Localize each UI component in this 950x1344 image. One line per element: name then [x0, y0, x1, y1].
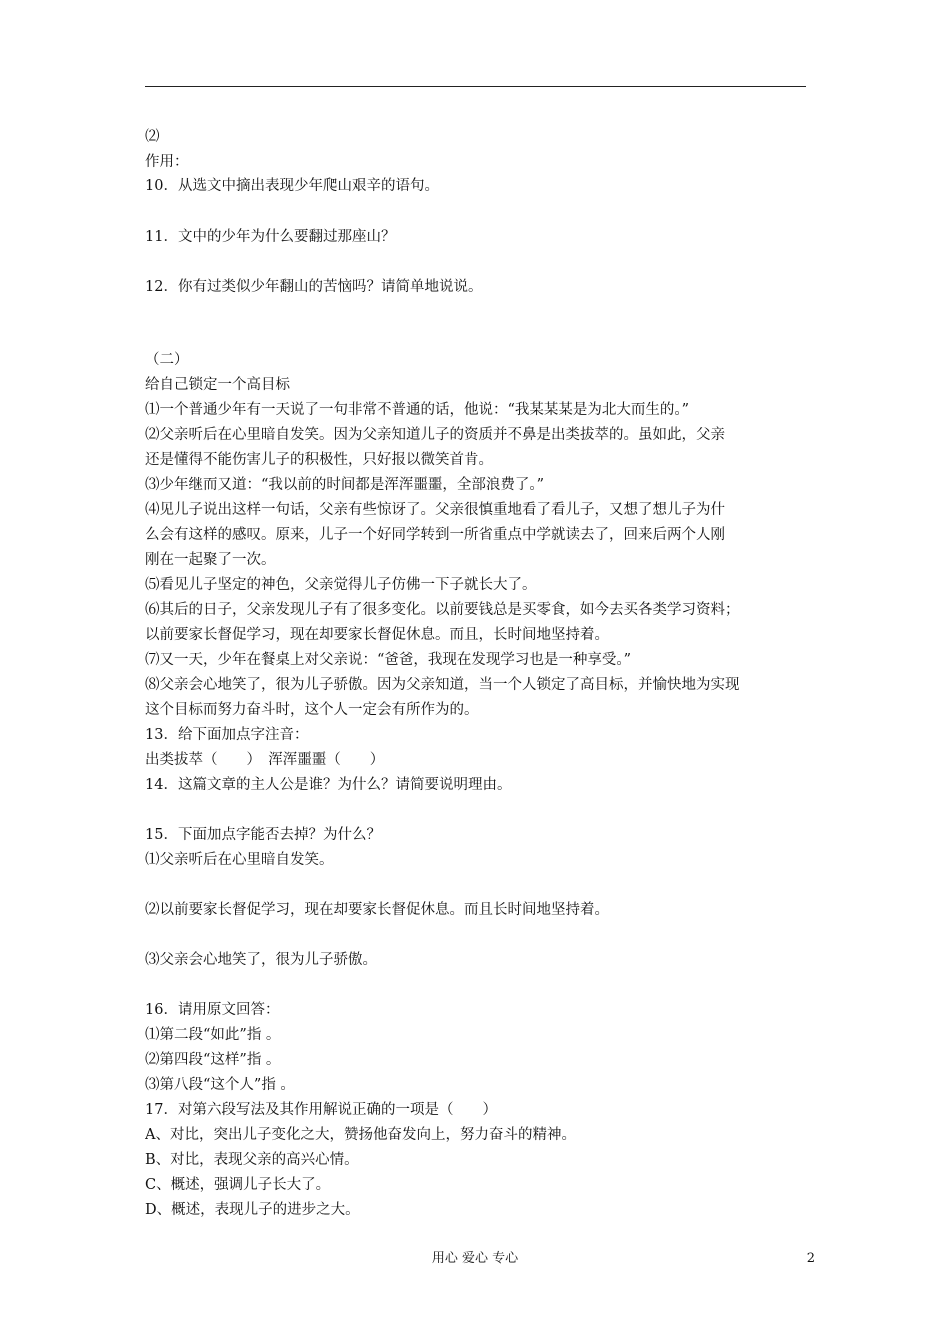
paragraph-line: ⑷见儿子说出这样一句话，父亲有些惊讶了。父亲很慎重地看了看儿子，又想了想儿子为什	[145, 502, 725, 518]
article-title: 给自己锁定一个高目标	[145, 377, 290, 393]
paragraph-line: 以前要家长督促学习，现在却要家长督促休息。而且，长时间地坚持着。	[145, 627, 609, 643]
question-12: 12．你有过类似少年翻山的苦恼吗？请简单地说说。	[145, 279, 483, 295]
paragraph-line: ⑴一个普通少年有一天说了一句非常不普通的话，他说：“我某某某是为北大而生的。”	[145, 402, 690, 418]
page-number: 2	[806, 1251, 815, 1266]
option-a: A、对比，突出儿子变化之大，赞扬他奋发向上，努力奋斗的精神。	[145, 1127, 576, 1143]
paragraph-line: ⑹其后的日子，父亲发现儿子有了很多变化。以前要钱总是买零食，如今去买各类学习资料；	[145, 602, 740, 618]
question-13-items: 出类拔萃（ ） 浑浑噩噩（ ）	[145, 752, 385, 768]
question-10: 10．从选文中摘出表现少年爬山艰辛的语句。	[145, 178, 439, 194]
paragraph-line: 刚在一起聚了一次。	[145, 552, 276, 568]
section-heading: （二）	[145, 352, 189, 368]
question-16-item: ⑴第二段“如此”指 。	[145, 1027, 281, 1043]
question-17: 17．对第六段写法及其作用解说正确的一项是（ ）	[145, 1102, 497, 1118]
paragraph-line: 这个目标而努力奋斗时，这个人一定会有所作为的。	[145, 702, 479, 718]
text-line: ⑵	[145, 129, 160, 145]
paragraph-line: ⑶少年继而又道：“我以前的时间都是浑浑噩噩，全部浪费了。”	[145, 477, 545, 493]
option-b: B、对比，表现父亲的高兴心情。	[145, 1152, 359, 1168]
paragraph-line: 还是懂得不能伤害儿子的积极性，只好报以微笑首肯。	[145, 452, 493, 468]
question-16: 16．请用原文回答：	[145, 1002, 280, 1018]
question-16-item: ⑵第四段“这样”指 。	[145, 1052, 281, 1068]
question-15-item: ⑶父亲会心地笑了，很为儿子骄傲。	[145, 952, 377, 968]
text-line: 作用：	[145, 154, 189, 170]
question-13: 13．给下面加点字注音：	[145, 727, 309, 743]
question-16-item: ⑶第八段“这个人”指 。	[145, 1077, 295, 1093]
paragraph-line: ⑻父亲会心地笑了，很为儿子骄傲。因为父亲知道，当一个人锁定了高目标，并愉快地为实现	[145, 677, 740, 693]
question-11: 11．文中的少年为什么要翻过那座山？	[145, 229, 396, 245]
option-c: C、概述，强调儿子长大了。	[145, 1177, 331, 1193]
footer-motto: 用心 爱心 专心	[431, 1251, 519, 1266]
paragraph-line: ⑵父亲听后在心里暗自发笑。因为父亲知道儿子的资质并不鼻是出类拔萃的。虽如此，父亲	[145, 427, 725, 443]
question-15-item: ⑵以前要家长督促学习，现在却要家长督促休息。而且长时间地坚持着。	[145, 902, 609, 918]
option-d: D、概述，表现儿子的进步之大。	[145, 1202, 360, 1218]
paragraph-line: ⑸看见儿子坚定的神色，父亲觉得儿子仿佛一下子就长大了。	[145, 577, 537, 593]
header-rule	[145, 86, 806, 87]
question-14: 14．这篇文章的主人公是谁？为什么？请简要说明理由。	[145, 777, 512, 793]
question-15-item: ⑴父亲听后在心里暗自发笑。	[145, 852, 334, 868]
question-15: 15．下面加点字能否去掉？为什么？	[145, 827, 381, 843]
paragraph-line: ⑺又一天，少年在餐桌上对父亲说：“爸爸，我现在发现学习也是一种享受。”	[145, 652, 632, 668]
paragraph-line: 么会有这样的感叹。原来，儿子一个好同学转到一所省重点中学就读去了，回来后两个人刚	[145, 527, 725, 543]
